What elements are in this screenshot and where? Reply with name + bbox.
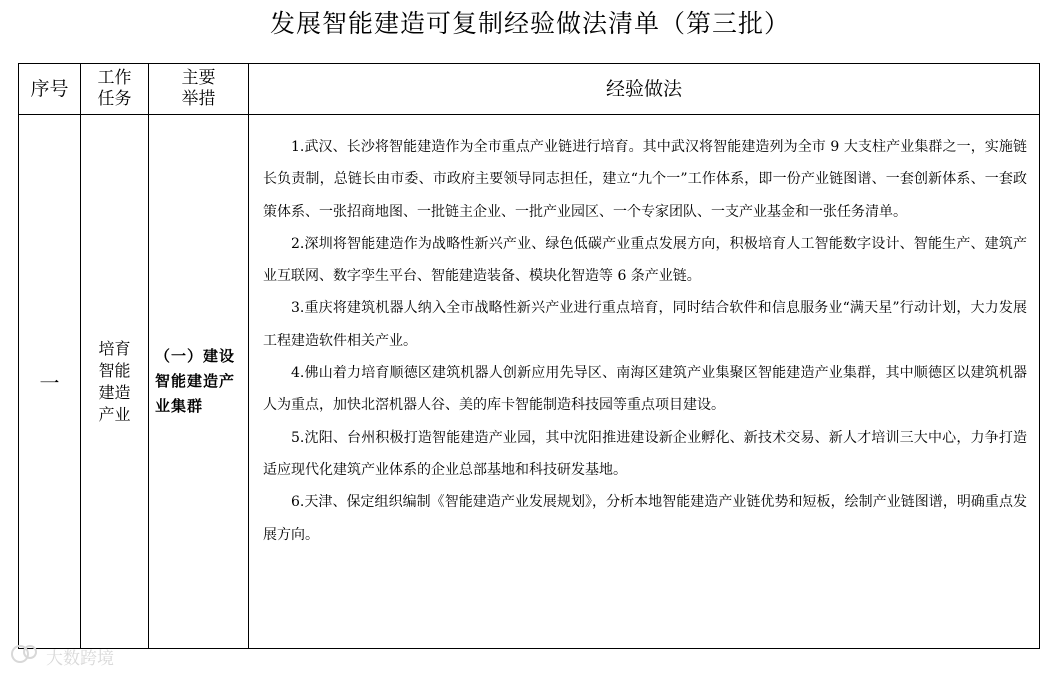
practice-item: 5.沈阳、台州积极打造智能建造产业园，其中沈阳推进建设新企业孵化、新技术交易、新人才培训三大中心，力争打造适应现代化建筑产业体系的企业总部基地和科技研发基地。	[263, 429, 1027, 478]
chat-bubble-logo-icon	[10, 644, 40, 669]
header-task	[81, 64, 149, 115]
header-seq: 序号	[19, 64, 81, 115]
table-header-row	[19, 64, 1040, 115]
header-practice: 经验做法	[249, 64, 1040, 115]
watermark-text: 大数跨境	[46, 649, 114, 669]
row-task	[81, 115, 149, 649]
row-practices	[249, 115, 1040, 649]
practice-item: 2.深圳将智能建造作为战略性新兴产业、绿色低碳产业重点发展方向，积极培育人工智能数字设计、智能生产、建筑产业互联网、数字孪生平台、智能建造装备、模块化智造等 6 条产业链。	[263, 235, 1027, 285]
header-measure	[149, 64, 249, 115]
row-measure: （一）建设智能建造产业集群	[149, 115, 249, 649]
header-task-label: 工作任务	[97, 68, 132, 109]
practice-item: 6.天津、保定组织编制《智能建造产业发展规划》，分析本地智能建造产业链优势和短板，绘制产业链图谱，明确重点发展方向。	[263, 494, 1027, 543]
practice-item: 4.佛山着力培育顺德区建筑机器人创新应用先导区、南海区建筑产业集聚区智能建造产业集群，其中顺德区以建筑机器人为重点，加快北滘机器人谷、美的库卡智能制造科技园等重点项目建设。	[263, 365, 1027, 414]
row-seq: 一	[19, 115, 81, 649]
page-title: 发展智能建造可复制经验做法清单（第三批）	[269, 9, 790, 38]
table-row	[19, 115, 1040, 649]
header-measure-label: 主要举措	[181, 68, 216, 109]
experience-table	[18, 63, 1040, 649]
practice-item: 1.武汉、长沙将智能建造作为全市重点产业链进行培育。其中武汉将智能建造列为全市 9 大支柱产业集群之一，实施链长负责制，总链长由市委、市政府主要领导同志担任，建立“九个一”工作体系，即一份产业链图谱、一套创新体系、一套政策体系、一张招商地图、一批链主企业、一批产业园区、一个专家团队、一支产业基金和一张任务清单。	[263, 139, 1027, 220]
practice-item: 3.重庆将建筑机器人纳入全市战略性新兴产业进行重点培育，同时结合软件和信息服务业“满天星”行动计划，大力发展工程建造软件相关产业。	[263, 300, 1027, 349]
watermark	[10, 644, 114, 669]
row-task-label: 培育智能建造产业	[98, 338, 131, 424]
